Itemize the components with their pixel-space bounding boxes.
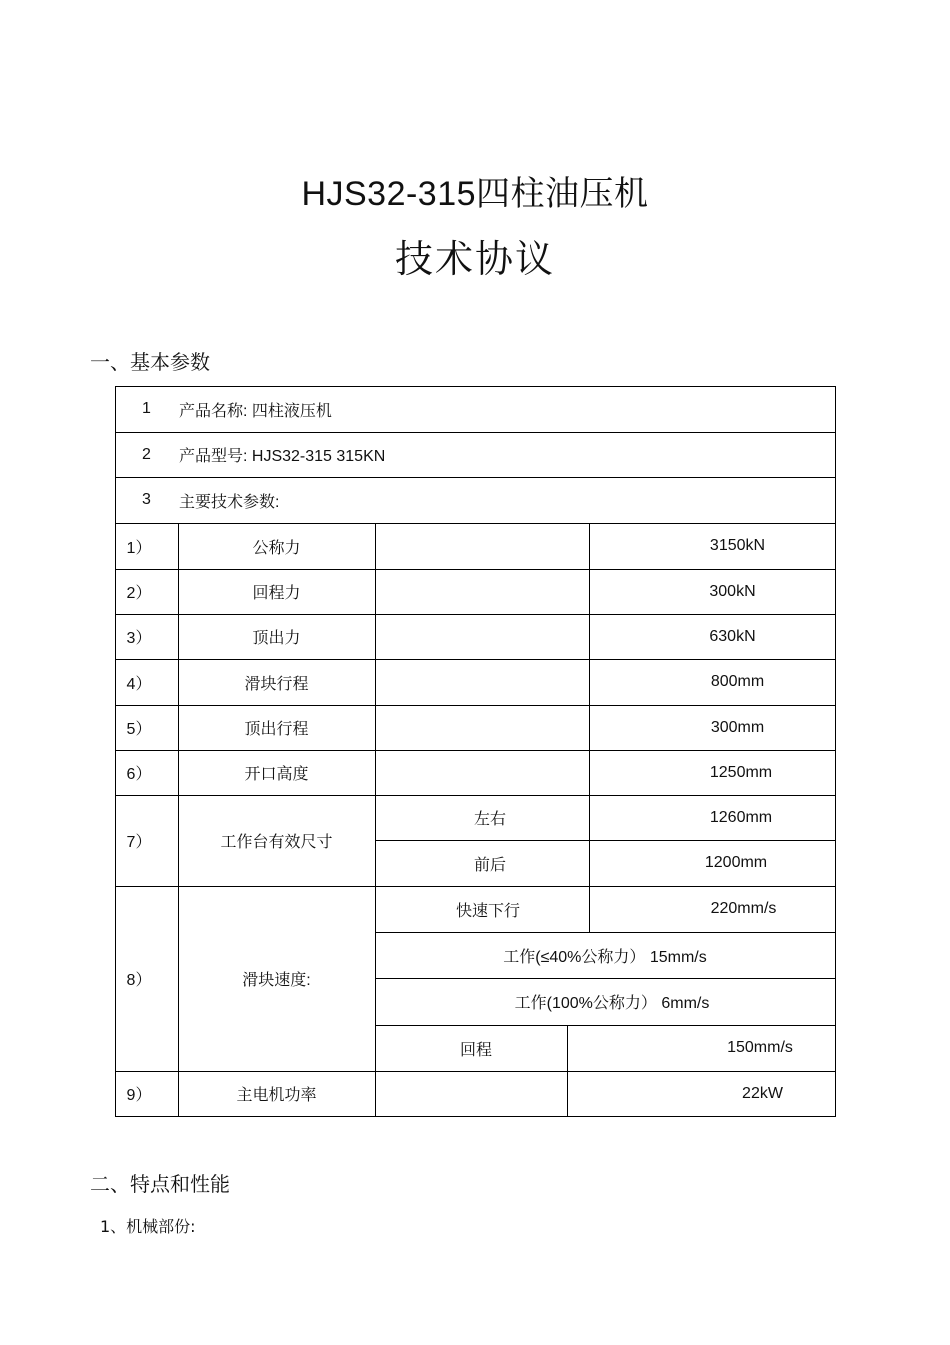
param-number: 6） — [126, 766, 152, 783]
param-value: 150mm/s — [727, 1039, 793, 1056]
param-merged-cell: 工作(100%公称力） 6mm/s — [514, 995, 710, 1012]
product-model: 产品型号: HJS32-315 315KN — [179, 448, 386, 465]
param-sub-label: 快速下行 — [455, 902, 520, 920]
row-number: 3 — [142, 491, 151, 508]
param-name: 公称力 — [252, 539, 301, 557]
param-value: 1250mm — [709, 763, 773, 781]
param-name: 工作台有效尺寸 — [220, 834, 333, 851]
param-value: 22kW — [742, 1084, 783, 1102]
param-number: 4） — [126, 675, 152, 693]
param-sub-label: 回程 — [459, 1041, 492, 1059]
param-name: 回程力 — [252, 585, 301, 602]
param-name: 主电机功率 — [236, 1087, 317, 1104]
param-number: 3） — [126, 630, 152, 647]
row-number: 1 — [142, 400, 151, 417]
param-merged-cell: 工作(≤40%公称力） 15mm/s — [503, 948, 707, 966]
param-value: 300mm — [710, 718, 765, 736]
param-sub-label: 前后 — [473, 856, 506, 874]
param-name: 顶出力 — [252, 630, 301, 647]
param-value: 800mm — [710, 673, 765, 690]
param-value: 220mm/s — [710, 900, 777, 917]
param-number: 1） — [126, 539, 152, 557]
section-heading-features: 二、特点和性能 — [90, 1172, 230, 1196]
param-name: 滑块速度: — [242, 972, 311, 989]
subsection-heading-mechanical: 1、机械部份: — [100, 1217, 196, 1236]
product-name: 产品名称: 四柱液压机 — [179, 402, 332, 420]
param-number: 2） — [126, 585, 152, 602]
param-value: 3150kN — [709, 537, 766, 554]
param-value: 1260mm — [709, 808, 773, 826]
section-heading-basic-params: 一、基本参数 — [90, 350, 210, 374]
param-sub-label: 左右 — [473, 811, 506, 828]
param-name: 开口高度 — [244, 766, 309, 783]
param-number: 8） — [126, 972, 152, 989]
param-name: 顶出行程 — [244, 721, 309, 738]
document-subtitle: 技术协议 — [394, 237, 555, 281]
param-name: 滑块行程 — [244, 675, 309, 693]
param-number: 5） — [126, 721, 152, 738]
param-number: 9） — [126, 1087, 152, 1104]
param-number: 7） — [126, 834, 152, 851]
main-params-label: 主要技术参数: — [179, 493, 280, 511]
param-value: 300kN — [709, 582, 756, 600]
param-value: 1200mm — [704, 854, 768, 871]
document-title: HJS32-315四柱油压机 — [301, 175, 649, 213]
row-number: 2 — [142, 445, 151, 463]
param-value: 630kN — [709, 627, 756, 645]
